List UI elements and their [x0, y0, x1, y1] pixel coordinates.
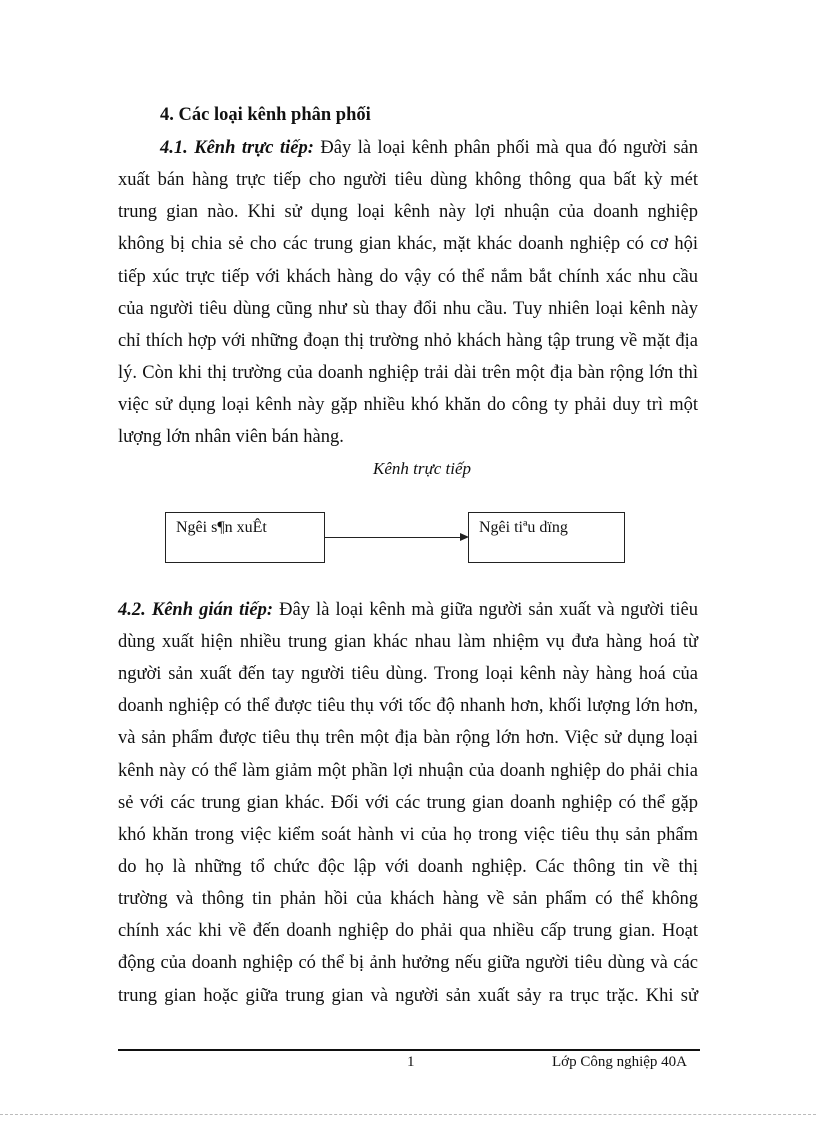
paragraph-line: kênh này có thể làm giảm một phần lợi nhuận của doanh nghiệp do phải chia: [118, 761, 698, 781]
section-title: 4.1. Kênh trực tiếp:: [160, 138, 314, 158]
paragraph-line: trung gian nào. Khi sử dụng loại kênh này lợi nhuận của doanh nghiệp: [118, 202, 698, 222]
paragraph-line: và sản phẩm được tiêu thụ trên một địa bàn rộng lớn hơn. Việc sử dụng loại: [118, 728, 698, 748]
paragraph-line: do họ là những tổ chức độc lập với doanh nghiệp. Các thông tin về thị: [118, 857, 698, 877]
paragraph-line: lý. Còn khi thị trường của doanh nghiệp trải dài trên một địa bàn rộng lớn thì: [118, 363, 698, 383]
consumer-label: Ngêi tiªu dïng: [479, 519, 568, 536]
paragraph-line: tiếp xúc trực tiếp với khách hàng do vậy có thể nắm bắt chính xác nhu cầu: [118, 267, 698, 287]
footer-class-label: Lớp Công nghiệp 40A: [552, 1054, 688, 1070]
consumer-box: [468, 512, 625, 563]
paragraph-line: lượng lớn nhân viên bán hàng.: [118, 427, 344, 447]
diagram-caption: Kênh trực tiếp: [373, 459, 472, 478]
paragraph-line: người sản xuất đến tay người tiêu dùng. Trong loại kênh này hàng hoá của: [118, 664, 698, 684]
producer-box: [165, 512, 325, 563]
paragraph-line: không bị chia sẻ cho các trung gian khác, mặt khác doanh nghiệp có cơ hội: [118, 234, 698, 254]
paragraph-line: doanh nghiệp có thể được tiêu thụ với tốc độ nhanh hơn, khối lượng lớn hơn,: [118, 696, 698, 716]
paragraph-line: động của doanh nghiệp có thể bị ảnh hưởng nếu giữa người tiêu dùng và các: [118, 953, 698, 973]
paragraph-line: [118, 599, 698, 621]
paragraph-text: Đây là loại kênh mà giữa người sản xuất và người tiêu: [273, 600, 698, 620]
section-title: 4.2. Kênh gián tiếp:: [118, 600, 274, 620]
paragraph-text: Đây là loại kênh phân phối mà qua đó người sản: [313, 138, 698, 158]
paragraph-line: dùng xuất hiện nhiều trung gian khác nhau làm nhiệm vụ đưa hàng hoá từ: [118, 632, 698, 652]
page-number: 1: [407, 1054, 415, 1070]
paragraph-line: sẻ với các trung gian khác. Đối với các trung gian doanh nghiệp có thể gặp: [118, 793, 698, 813]
paragraph-line: việc sử dụng loại kênh này gặp nhiều khó khăn do công ty phải duy trì một: [118, 395, 698, 415]
paragraph-line: xuất bán hàng trực tiếp cho người tiêu dùng không thông qua bất kỳ mét: [118, 170, 698, 190]
producer-label: Ngêi s¶n xuÊt: [176, 519, 267, 536]
paragraph-line: của người tiêu dùng cũng như sù thay đổi nhu cầu. Tuy nhiên loại kênh này: [118, 299, 698, 319]
paragraph-line: [160, 137, 698, 159]
page-edge-divider: [0, 1114, 816, 1116]
paragraph-line: chính xác khi về đến doanh nghiệp do phải qua nhiều cấp trung gian. Hoạt: [118, 921, 698, 941]
section-heading: 4. Các loại kênh phân phối: [160, 105, 371, 125]
paragraph-line: chỉ thích hợp với những đoạn thị trường nhỏ khách hàng tập trung về mặt địa: [118, 331, 698, 351]
flow-arrow-line: [325, 537, 461, 538]
footer-rule: [118, 1049, 700, 1051]
paragraph-line: khó khăn trong việc kiểm soát hành vi của họ trong việc tiêu thụ sản phẩm: [118, 825, 698, 845]
paragraph-line: trung gian hoặc giữa trung gian và người sản xuất sảy ra trục trặc. Khi sử: [118, 986, 698, 1006]
paragraph-line: trường và thông tin phản hồi của khách hàng về sản phẩm có thể không: [118, 889, 698, 909]
